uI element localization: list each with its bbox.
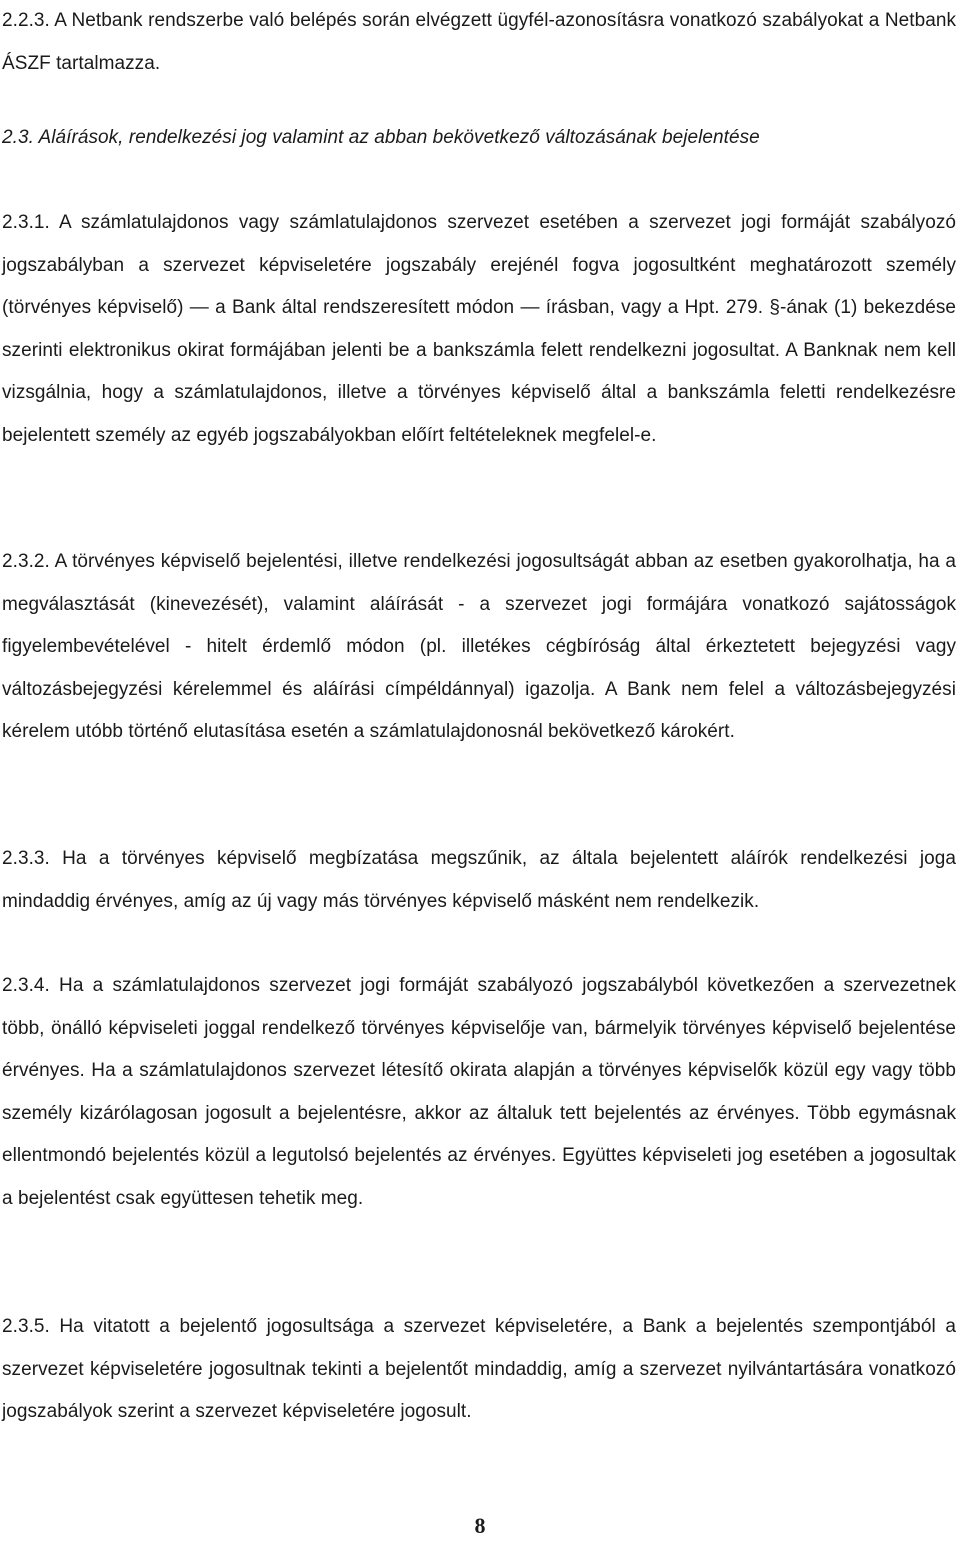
paragraph-2-3-4: 2.3.4. Ha a számlatulajdonos szervezet jogi formáját szabályozó jogszabályból következően a szervezetnek több, önálló képviseleti joggal rendelkező törvényes képviselője van, bármelyik törvényes képviselő bejelentése érvényes. Ha a számlatulajdonos szervezet létesítő okirata alapján a törvényes képviselők közül egy vagy több személy kizárólagosan jogosult a bejelentésre, akkor az általuk tett bejelentés az érvényes. Több egymásnak ellentmondó bejelentés közül a legutolsó bejelentés az érvényes. Együttes képviseleti jog esetében a jogosultak a bejelentést csak együttesen tehetik meg. (2, 975, 956, 1209)
section-heading-2-3: 2.3. Aláírások, rendelkezési jog valamint az abban bekövetkező változásának bejelentése (2, 127, 760, 148)
paragraph-2-3-5: 2.3.5. Ha vitatott a bejelentő jogosultsága a szervezet képviseletére, a Bank a bejelentés szempontjából a szervezet képviseletére jogosultnak tekinti a bejelentőt mindaddig, amíg a szervezet nyilvántartására vonatkozó jogszabályok szerint a szervezet képviseletére jogosult. (2, 1316, 956, 1422)
paragraph-2-3-2: 2.3.2. A törvényes képviselő bejelentési, illetve rendelkezési jogosultságát abban az esetben gyakorolhatja, ha a megválasztását (kinevezését), valamint aláírását - a szervezet jogi formájára vonatkozó sajátosságok figyelembevételével - hitelt érdemlő módon (pl. illetékes cégbíróság által érkeztetett bejegyzési vagy változásbejegyzési kérelemmel és aláírási címpéldánnyal) igazolja. A Bank nem felel a változásbejegyzési kérelem utóbb történő elutasítása esetén a számlatulajdonosnál bekövetkező károkért. (2, 551, 956, 742)
paragraph-2-3-3: 2.3.3. Ha a törvényes képviselő megbízatása megszűnik, az általa bejelentett aláírók rendelkezési joga mindaddig érvényes, amíg az új vagy más törvényes képviselő másként nem rendelkezik. (2, 848, 956, 912)
paragraph-2-2-3: 2.2.3. A Netbank rendszerbe való belépés során elvégzett ügyfél-azonosításra vonatkozó szabályokat a Netbank ÁSZF tartalmazza. (2, 10, 956, 74)
page-number: 8 (474, 1513, 486, 1538)
paragraph-2-3-1: 2.3.1. A számlatulajdonos vagy számlatulajdonos szervezet esetében a szervezet jogi formáját szabályozó jogszabályban a szervezet képviseletére jogszabály erejénél fogva jogosultként meghatározott személy (törvényes képviselő) — a Bank által rendszeresített módon — írásban, vagy a Hpt. 279. §-ának (1) bekezdése szerinti elektronikus okirat formájában jelenti be a bankszámla felett rendelkezni jogosultat. A Banknak nem kell vizsgálnia, hogy a számlatulajdonos, illetve a törvényes képviselő által a bankszámla feletti rendelkezésre bejelentett személy az egyéb jogszabályokban előírt feltételeknek megfelel-e. (2, 212, 956, 446)
